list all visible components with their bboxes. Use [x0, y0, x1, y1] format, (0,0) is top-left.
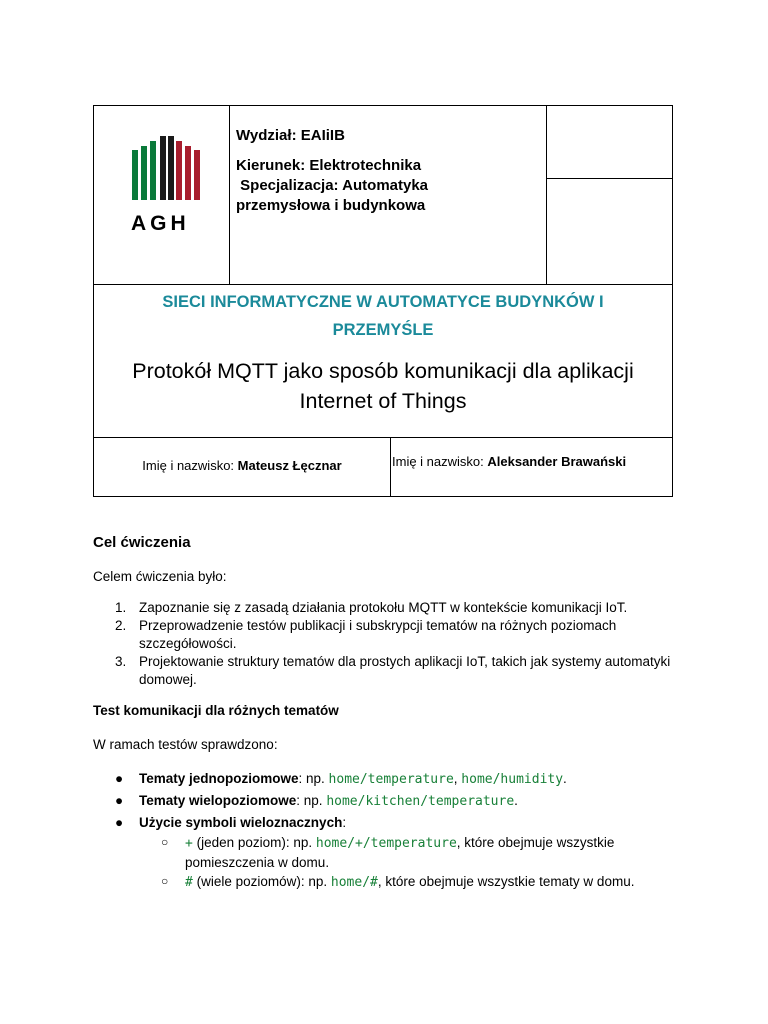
list-number: 2.: [115, 618, 127, 633]
course-title-line2: PRZEMYŚLE: [332, 321, 434, 339]
list-item-text: Projektowanie struktury tematów dla prostych aplikacji IoT, takich jak systemy automatyki domowej.: [139, 654, 671, 687]
header-vdivider-3: [390, 437, 391, 496]
text: ,: [453, 771, 462, 786]
course-title-line1: SIECI INFORMATYCZNE W AUTOMATYCE BUDYNKÓW I: [162, 293, 604, 311]
goal-list: [93, 599, 683, 689]
header-divider-1: [94, 284, 672, 285]
code-topic: home/+/temperature: [315, 836, 457, 851]
code-symbol: #: [185, 875, 193, 890]
code-topic: home/temperature: [328, 772, 454, 787]
code-topic: home/humidity: [461, 772, 564, 787]
code-symbol: +: [185, 836, 193, 851]
term-single-level: Tematy jednopoziomowe: [139, 771, 299, 786]
student-1-name: Mateusz Łęcznar: [237, 458, 342, 473]
list-item: [93, 599, 683, 617]
header-table: [93, 105, 673, 497]
section-heading-test: Test komunikacji dla różnych tematów: [93, 703, 339, 718]
logo-cell: [94, 106, 229, 284]
list-item: [93, 653, 683, 689]
test-intro: W ramach testów sprawdzono:: [93, 737, 278, 752]
course-title: [94, 288, 672, 344]
text: : np.: [298, 771, 329, 786]
text: .: [563, 771, 567, 786]
topic-title: [94, 356, 672, 416]
list-item-text: Zapoznanie się z zasadą działania protokołu MQTT w kontekście komunikacji IoT.: [139, 600, 628, 615]
list-item: [93, 617, 683, 653]
list-item: [93, 872, 693, 892]
circle-bullet-icon: ○: [161, 874, 169, 888]
code-topic: home/#: [330, 875, 378, 890]
term-wildcards: Użycie symboli wieloznacznych: [139, 815, 343, 830]
wildcard-sublist: [93, 833, 693, 892]
list-item: [93, 790, 693, 812]
text: .: [514, 793, 518, 808]
header-divider-3: [546, 178, 672, 179]
bullet-icon: ●: [115, 771, 124, 786]
text: : np.: [296, 793, 327, 808]
list-number: 3.: [115, 654, 127, 669]
student-1: [94, 458, 390, 473]
student-2: [392, 454, 672, 469]
faculty-text: Wydział: EAIiIB: [236, 127, 345, 144]
student-2-name: Aleksander Brawański: [487, 454, 627, 469]
text: , które obejmuje wszystkie tematy w domu.: [377, 874, 635, 889]
term-multi-level: Tematy wielopoziomowe: [139, 793, 297, 808]
text: , które obejmuje wszystkie pomieszczenia w domu.: [185, 835, 615, 870]
logo-text: AGH: [131, 212, 190, 235]
code-topic: home/kitchen/temperature: [326, 794, 515, 809]
name-label-1: Imię i nazwisko:: [142, 458, 238, 473]
circle-bullet-icon: ○: [161, 835, 169, 849]
header-vdivider-1: [229, 106, 230, 284]
field-text: Kierunek: Elektrotechnika: [236, 157, 422, 174]
topic-title-line1: Protokół MQTT jako sposób komunikacji dla aplikacji: [132, 359, 634, 383]
text: :: [342, 815, 347, 830]
program-info: [236, 126, 536, 216]
name-label-2: Imię i nazwisko:: [392, 454, 488, 469]
test-list: [93, 768, 693, 892]
list-item: [93, 768, 693, 790]
bullet-icon: ●: [115, 815, 124, 830]
text: (wiele poziomów): np.: [192, 874, 331, 889]
section-heading-goal: Cel ćwiczenia: [93, 534, 191, 551]
specialization-line1: Specjalizacja: Automatyka: [236, 177, 429, 194]
bullet-icon: ●: [115, 793, 124, 808]
goal-intro: Celem ćwiczenia było:: [93, 569, 227, 584]
specialization-line2: przemysłowa i budynkowa: [236, 197, 426, 214]
list-item: [93, 812, 693, 833]
text: (jeden poziom): np.: [192, 835, 316, 850]
header-vdivider-2: [546, 106, 547, 284]
list-number: 1.: [115, 600, 127, 615]
list-item-text: Przeprowadzenie testów publikacji i subskrypcji tematów na różnych poziomach szczegółowości.: [139, 618, 617, 651]
list-item: [93, 833, 693, 872]
header-divider-2: [94, 437, 672, 438]
topic-title-line2: Internet of Things: [299, 389, 467, 413]
